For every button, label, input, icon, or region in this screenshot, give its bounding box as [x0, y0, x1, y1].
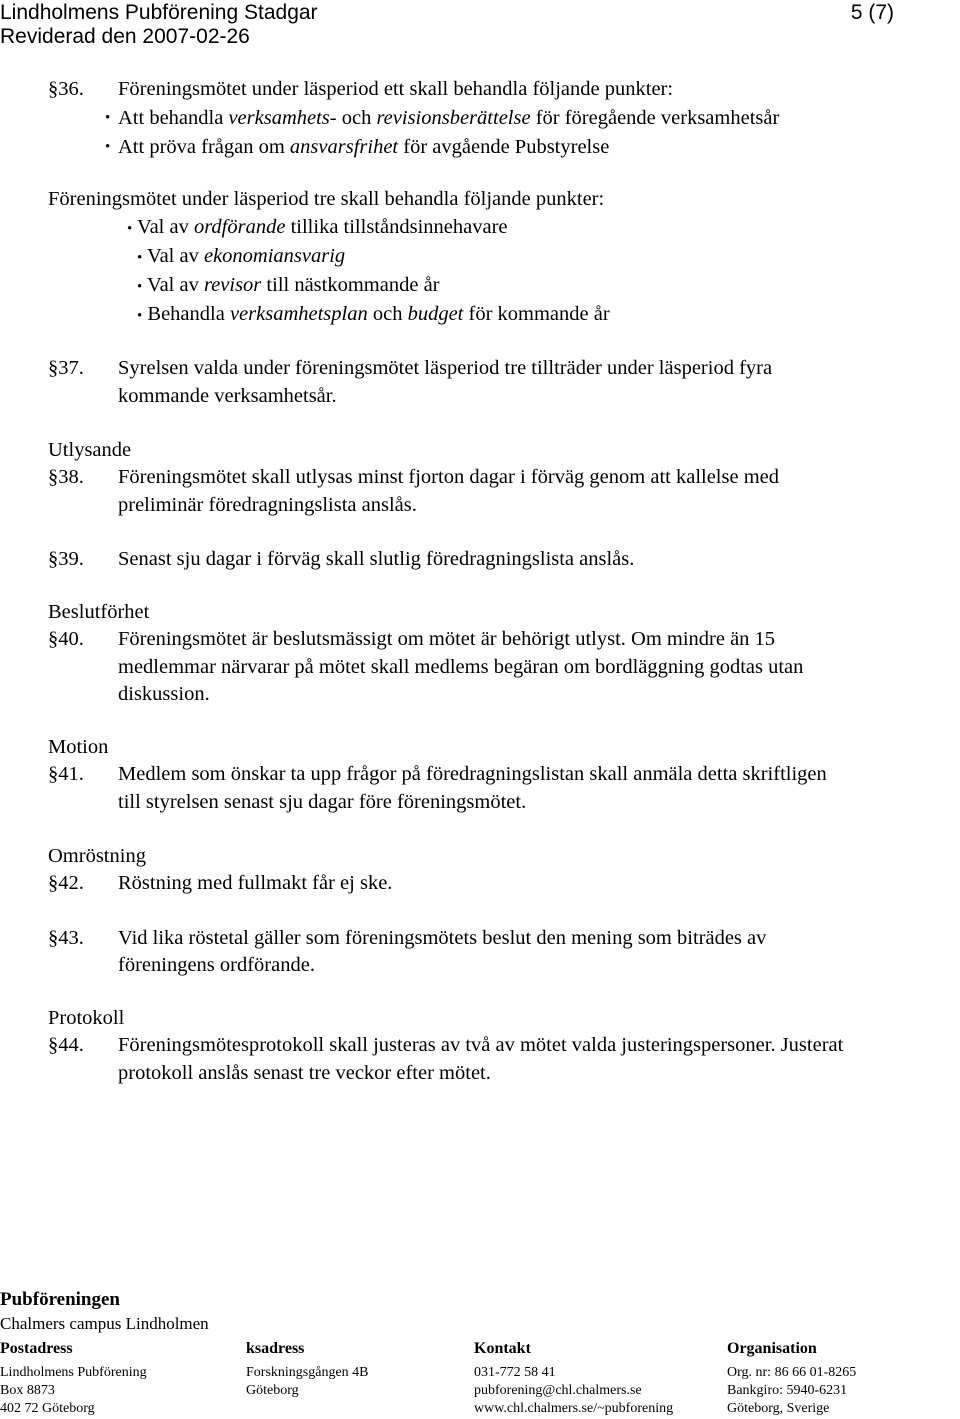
bullet-item: • Att pröva frågan om ansvarsfrihet för avgående Pubstyrelse [118, 134, 609, 160]
section-sign-44: §44. [48, 1034, 84, 1056]
section-44-text: protokoll anslås senast tre veckor efter mötet. [118, 1062, 491, 1084]
heading-motion: Motion [48, 736, 109, 758]
footer-cell: Bankgiro: 5940-6231 [727, 1383, 848, 1398]
section-sign-37: §37. [48, 357, 84, 379]
section-37-text: Syrelsen valda under föreningsmötet läsperiod tre tillträder under läsperiod fyra [118, 357, 773, 379]
bullet-item: • Val av ordförande tillika tillståndsinnehavare [127, 216, 508, 238]
section-sign-41: §41. [48, 763, 84, 785]
footer-cell: 402 72 Göteborg [0, 1401, 95, 1416]
footer-cell: Göteborg, Sverige [727, 1401, 830, 1416]
section-38-text: preliminär föredragningslista anslås. [118, 494, 417, 516]
section-36-intro: Föreningsmötet under läsperiod ett skall behandla följande punkter: [118, 78, 674, 100]
section-39-text: Senast sju dagar i förväg skall slutlig föredragningslista anslås. [118, 548, 635, 570]
footer-email-link[interactable]: pubforening@chl.chalmers.se [474, 1383, 642, 1398]
section-36-intro-2: Föreningsmötet under läsperiod tre skall behandla följande punkter: [48, 188, 605, 210]
heading-omrostning: Omröstning [48, 845, 146, 867]
document-title: Lindholmens Pubförening Stadgar [0, 1, 318, 24]
footer-cell: Lindholmens Pubförening [0, 1365, 147, 1380]
bullet-item: • Att behandla verksamhets- och revisionsberättelse för föregående verksamhetsår [118, 105, 779, 131]
revision-date: Reviderad den 2007-02-26 [0, 25, 250, 48]
section-sign-39: §39. [48, 548, 84, 570]
heading-utlysande: Utlysande [48, 439, 132, 461]
section-sign-42: §42. [48, 872, 84, 894]
section-38-text: Föreningsmötet skall utlysas minst fjorton dagar i förväg genom att kallelse med [118, 466, 779, 488]
section-41-text: till styrelsen senast sju dagar före föreningsmötet. [118, 791, 527, 813]
section-40-text: diskussion. [118, 683, 210, 705]
section-sign-38: §38. [48, 466, 84, 488]
bullet-item: • Behandla verksamhetsplan och budget för kommande år [137, 303, 610, 325]
section-43-text: Vid lika röstetal gäller som föreningsmötets beslut den mening som biträdes av [118, 927, 767, 949]
heading-beslutforhet: Beslutförhet [48, 601, 150, 623]
section-44-text: Föreningsmötesprotokoll skall justeras av två av mötet valda justeringspersoner. Justerat [118, 1034, 844, 1056]
section-number: 36. [58, 78, 84, 100]
footer-heading-organisation: Organisation [727, 1340, 817, 1357]
footer-heading-postadress: Postadress [0, 1340, 73, 1357]
section-40-text: Föreningsmötet är beslutsmässigt om mötet är behörigt utlyst. Om mindre än 15 [118, 628, 776, 650]
footer-website-link[interactable]: www.chl.chalmers.se/~pubforening [474, 1401, 674, 1416]
section-sign-43: §43. [48, 927, 84, 949]
footer-cell: Box 8873 [0, 1383, 55, 1398]
footer-cell: Göteborg [246, 1383, 299, 1398]
section-sign-36: §36. [48, 78, 84, 100]
footer-heading-besoksadress: ksadress [246, 1340, 305, 1357]
bullet-item: • Val av ekonomiansvarig [137, 245, 346, 267]
section-40-text: medlemmar närvarar på mötet skall medlems begäran om bordläggning godtas utan [118, 656, 804, 678]
bullet-item: • Val av revisor till nästkommande år [137, 274, 440, 296]
section-sign-40: §40. [48, 628, 84, 650]
section-43-text: föreningens ordförande. [118, 954, 315, 976]
footer-cell: Org. nr: 86 66 01-8265 [727, 1365, 857, 1380]
section-41-text: Medlem som önskar ta upp frågor på föredragningslistan skall anmäla detta skriftligen [118, 763, 827, 785]
footer-phone: 031-772 58 41 [474, 1365, 556, 1380]
page-number: 5 (7) [850, 1, 894, 24]
footer-cell: Forskningsgången 4B [246, 1365, 369, 1380]
footer-campus: Chalmers campus Lindholmen [0, 1314, 209, 1333]
footer-org-name: Pubföreningen [0, 1289, 121, 1310]
heading-protokoll: Protokoll [48, 1007, 125, 1029]
section-37-text: kommande verksamhetsår. [118, 385, 337, 407]
footer-heading-kontakt: Kontakt [474, 1340, 531, 1357]
section-42-text: Röstning med fullmakt får ej ske. [118, 872, 393, 894]
